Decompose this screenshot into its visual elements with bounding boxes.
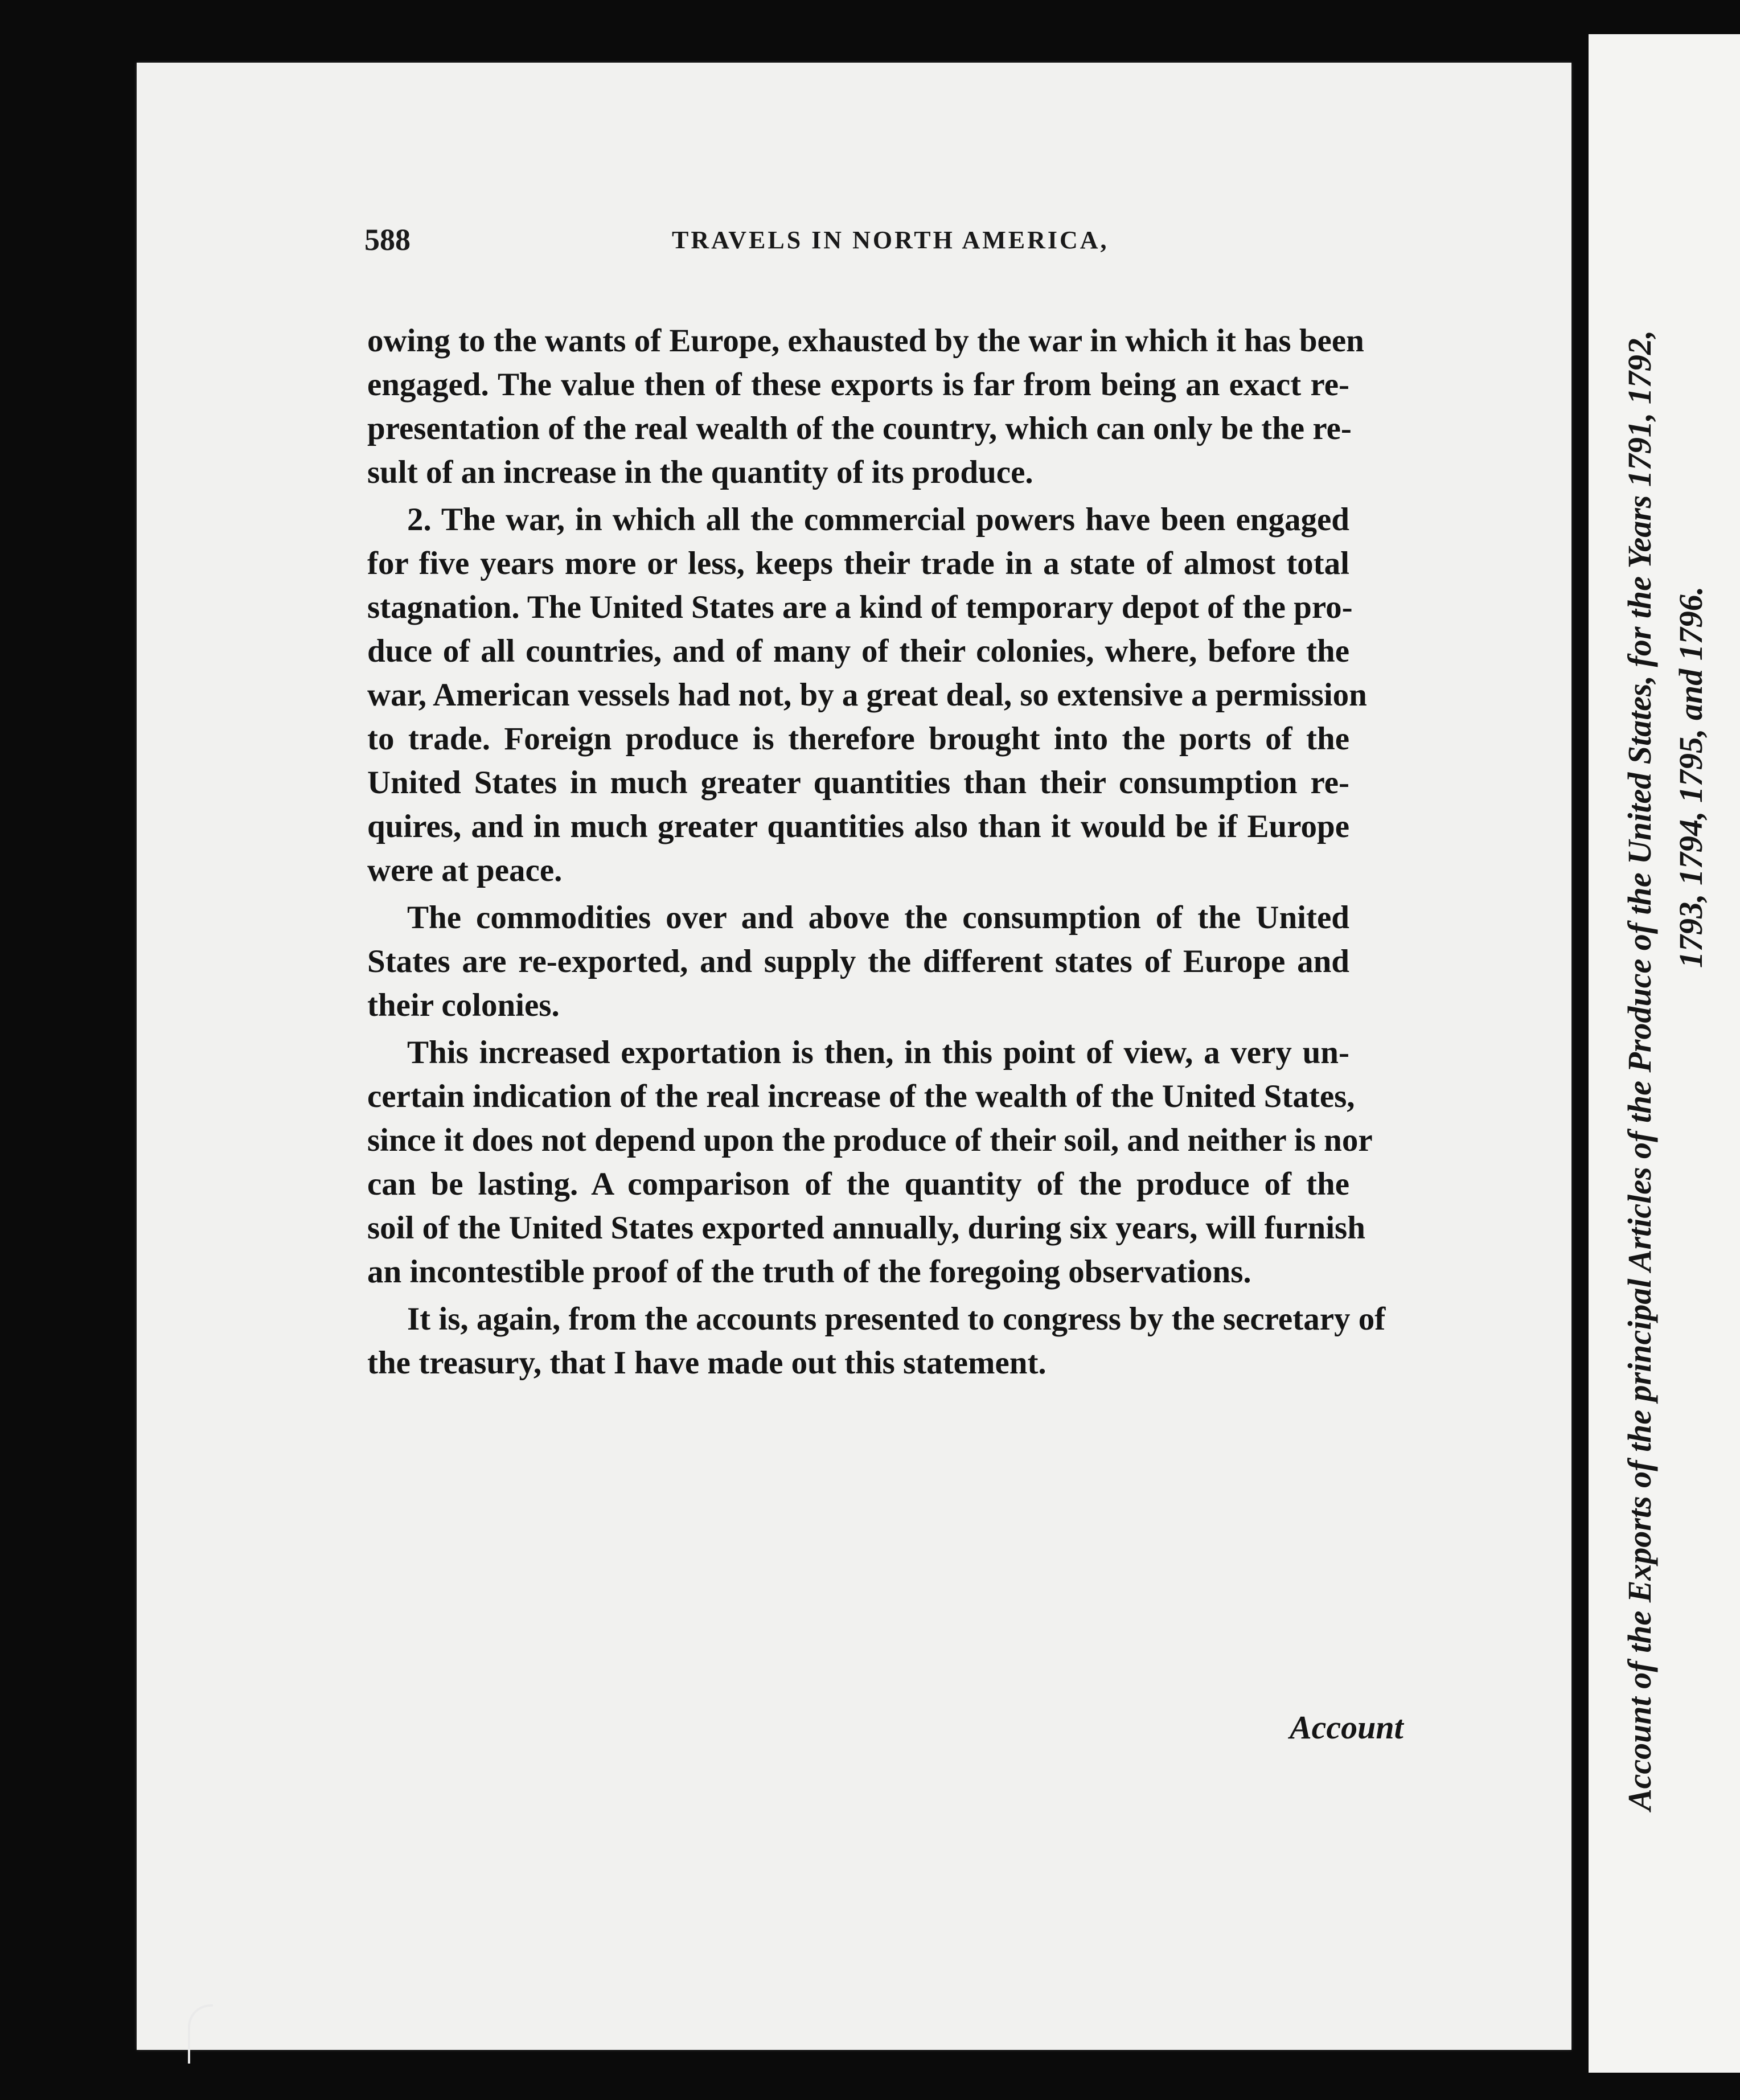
paragraph-4 [367, 1031, 1373, 1294]
text-line: The commodities over and above the consumption of the United [407, 900, 1349, 936]
text-line: stagnation. The United States are a kind of temporary depot of the pro- [367, 589, 1353, 625]
text-line: This increased exportation is then, in this point of view, a very un- [407, 1035, 1349, 1070]
text-line: owing to the wants of Europe, exhausted by the war in which it has been [367, 323, 1364, 359]
text-line: can be lasting. A comparison of the quantity of the produce of the [367, 1166, 1349, 1202]
text-line: duce of all countries, and of many of their colonies, where, before the [367, 633, 1349, 669]
rotated-table-title [1614, 46, 1717, 1811]
text-line: It is, again, from the accounts presented to congress by the secretary of [407, 1301, 1386, 1337]
paragraph-1 [367, 319, 1364, 494]
table-title-line-1: Account of the Exports of the principal Articles of the Produce of the United States, for the Years 1791, 1792, [1621, 330, 1658, 1811]
text-line: States are re-exported, and supply the different states of Europe and [367, 944, 1349, 979]
text-line: were at peace. [367, 852, 563, 888]
scan-artifact [188, 2004, 213, 2064]
text-line: quires, and in much greater quantities also than it would be if Europe [367, 809, 1349, 844]
text-line: presentation of the real wealth of the country, which can only be the re- [367, 411, 1352, 446]
text-line: an incontestible proof of the truth of the foregoing observations. [367, 1254, 1251, 1290]
paragraph-3 [367, 896, 1349, 1027]
page-number: 588 [364, 223, 411, 257]
paragraph-5 [367, 1297, 1386, 1385]
text-line: certain indication of the real increase of the wealth of the United States, [367, 1078, 1355, 1114]
table-title-line-2: 1793, 1794, 1795, and 1796. [1672, 586, 1709, 968]
text-line: engaged. The value then of these exports is far from being an exact re- [367, 367, 1349, 403]
text-line: the treasury, that I have made out this statement. [367, 1345, 1047, 1381]
catchword: Account [1290, 1709, 1404, 1746]
text-line: to trade. Foreign produce is therefore brought into the ports of the [367, 721, 1349, 757]
text-line: since it does not depend upon the produce of their soil, and neither is nor [367, 1122, 1373, 1158]
text-line: soil of the United States exported annually, during six years, will furnish [367, 1210, 1365, 1246]
text-line: war, American vessels had not, by a great deal, so extensive a permission [367, 677, 1367, 713]
paragraph-2 [367, 498, 1367, 892]
text-line: United States in much greater quantities than their consumption re- [367, 765, 1349, 801]
running-head: TRAVELS IN NORTH AMERICA, [672, 226, 1109, 254]
text-line: sult of an increase in the quantity of its produce. [367, 454, 1033, 490]
text-line: 2. The war, in which all the commercial powers have been engaged [407, 502, 1349, 538]
page-header [364, 222, 1349, 262]
text-line: for five years more or less, keeps their trade in a state of almost total [367, 545, 1349, 581]
text-line: their colonies. [367, 987, 560, 1023]
body-text [367, 319, 1386, 1388]
